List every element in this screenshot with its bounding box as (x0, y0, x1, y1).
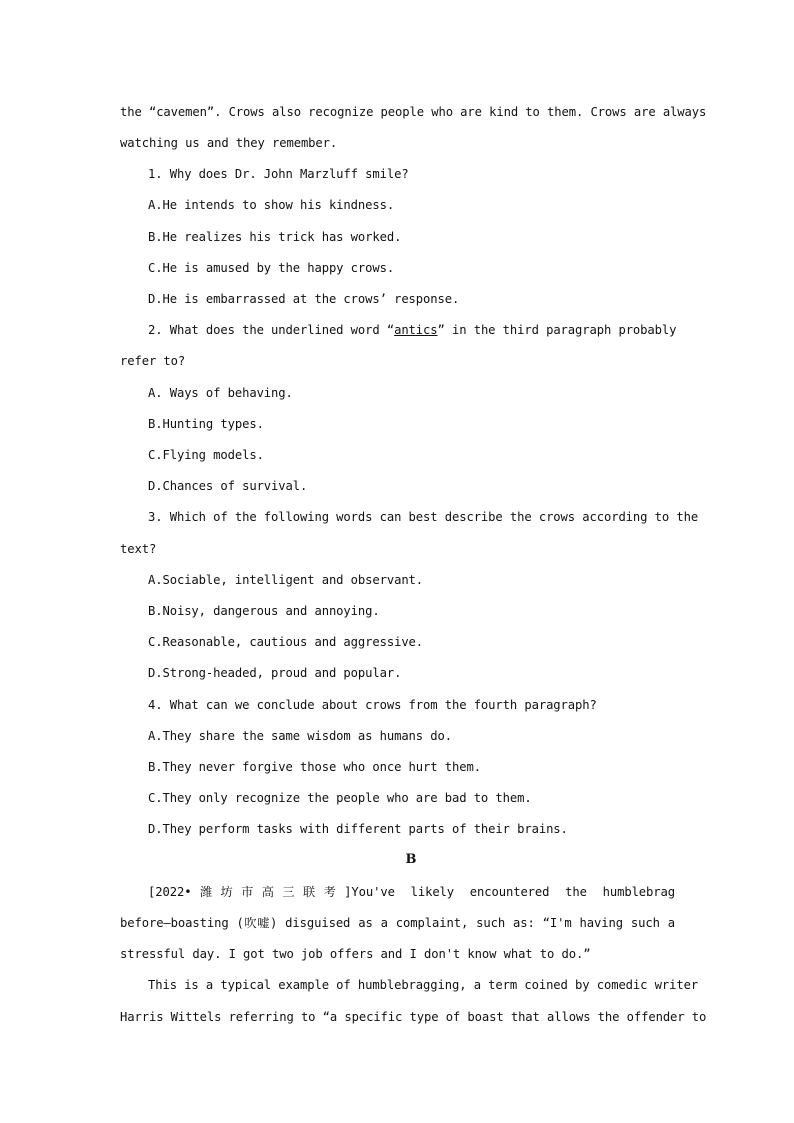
passage-line: watching us and they remember. (120, 136, 338, 150)
question-1-option-a: A.He intends to show his kindness. (148, 198, 395, 212)
question-4-option-d: D.They perform tasks with different parts of their brains. (148, 822, 568, 836)
passage-line: the “cavemen”. Crows also recognize people who are kind to them. Crows are always (120, 105, 707, 119)
passage-b-line: Harris Wittels referring to “a specific type of boast that allows the offender to (120, 1010, 707, 1024)
question-3-stem: 3. Which of the following words can best describe the crows according to the (148, 510, 699, 524)
question-2-option-c: C.Flying models. (148, 448, 264, 462)
passage-b-line: before—boasting (吹嘘) disguised as a complaint, such as: “I'm having such a (120, 916, 675, 930)
question-2-option-d: D.Chances of survival. (148, 479, 308, 493)
question-3-stem-cont: text? (120, 542, 157, 556)
passage-b-line: This is a typical example of humblebragging, a term coined by comedic writer (148, 978, 699, 992)
question-3-option-b: B.Noisy, dangerous and annoying. (148, 604, 380, 618)
question-4-option-c: C.They only recognize the people who are bad to them. (148, 791, 532, 805)
question-1-stem: 1. Why does Dr. John Marzluff smile? (148, 167, 409, 181)
question-4-option-a: A.They share the same wisdom as humans do. (148, 729, 452, 743)
question-3-option-c: C.Reasonable, cautious and aggressive. (148, 635, 424, 649)
question-3-option-a: A.Sociable, intelligent and observant. (148, 573, 424, 587)
question-1-option-c: C.He is amused by the happy crows. (148, 261, 395, 275)
section-heading: B (405, 852, 417, 867)
question-2-option-b: B.Hunting types. (148, 417, 264, 431)
question-1-option-d: D.He is embarrassed at the crows’ response. (148, 292, 460, 306)
question-2-stem-cont: refer to? (120, 354, 186, 368)
question-2-option-a: A. Ways of behaving. (148, 386, 293, 400)
question-4-stem: 4. What can we conclude about crows from the fourth paragraph? (148, 698, 597, 712)
question-4-option-b: B.They never forgive those who once hurt them. (148, 760, 481, 774)
passage-b-line: stressful day. I got two job offers and I don't know what to do.” (120, 947, 591, 961)
question-2-stem: 2. What does the underlined word “antics” in the third paragraph probably (148, 323, 677, 337)
question-3-option-d: D.Strong-headed, proud and popular. (148, 666, 402, 680)
passage-b-line: [2022•潍坊市高三联考]You've likely encountered the humblebrag (148, 885, 675, 899)
question-1-option-b: B.He realizes his trick has worked. (148, 230, 402, 244)
